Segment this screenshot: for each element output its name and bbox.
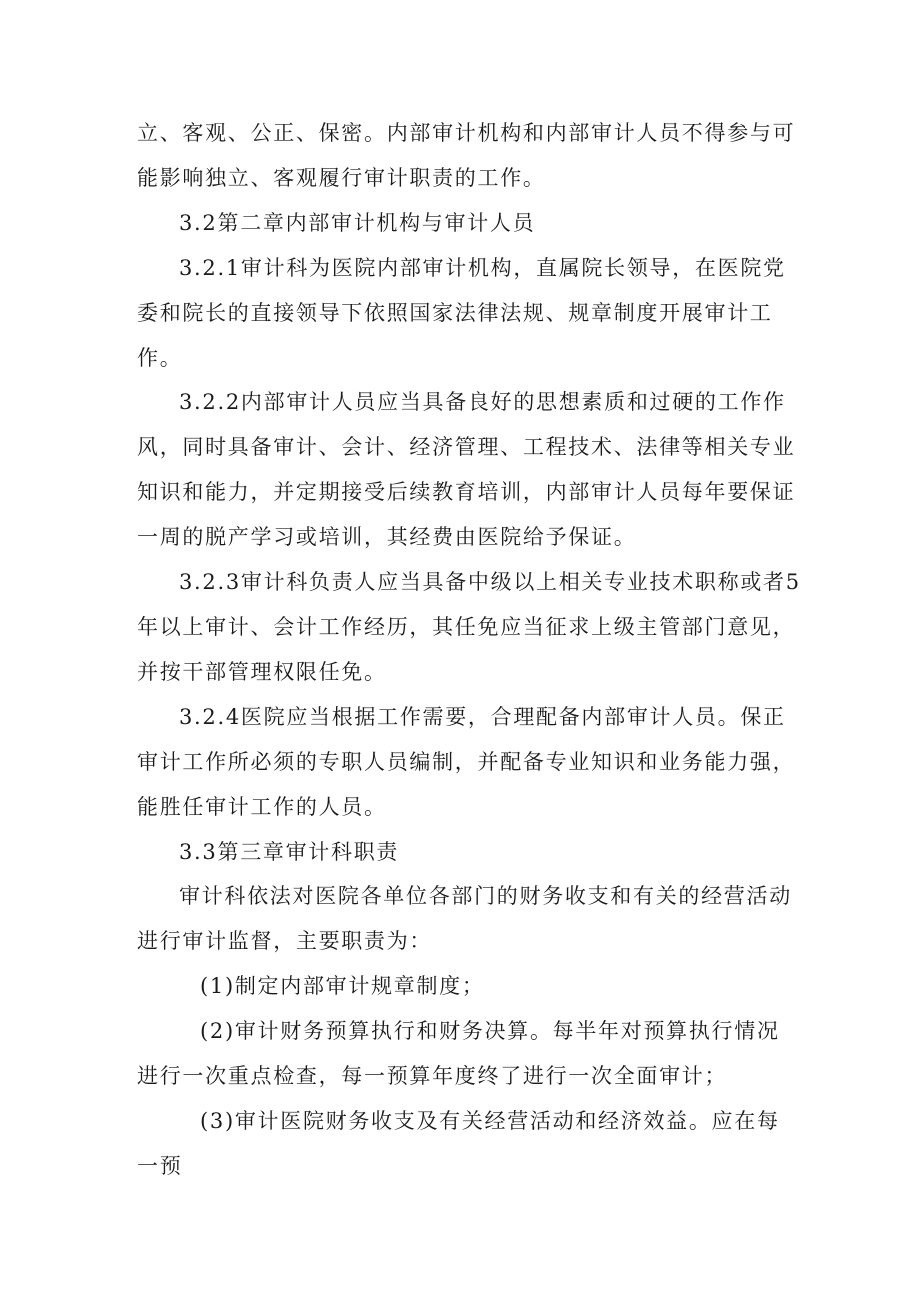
- paragraph-continuation: 立、客观、公正、保密。内部审计机构和内部审计人员不得参与可能影响独立、客观履行审计职责的工作。: [137, 121, 796, 190]
- paragraph-3-2-3: 3.2.3审计科负责人应当具备中级以上相关专业技术职称或者5年以上审计、会计工作经历，其任免应当征求上级主管部门意见，并按干部管理权限任免。: [137, 570, 801, 684]
- section-heading-3-3: 3.3第三章审计科职责: [179, 839, 400, 864]
- list-item-2: (2)审计财务预算执行和财务决算。每半年对预算执行情况进行一次重点检查，每一预算年度终了进行一次全面审计；: [137, 1019, 780, 1089]
- paragraph-3-2-2: 3.2.2内部审计人员应当具备良好的思想素质和过硬的工作作风，同时具备审计、会计、经济管理、工程技术、法律等相关专业知识和能力，并定期接受后续教育培训，内部审计人员每年要保证一周的脱产学习或培训，其经费由医院给予保证。: [137, 390, 796, 550]
- list-item-1: (1)制定内部审计规章制度；: [200, 974, 485, 999]
- paragraph-3-2-1: 3.2.1审计科为医院内部审计机构，直属院长领导，在医院党委和院长的直接领导下依照国家法律法规、规章制度开展审计工作。: [137, 255, 786, 370]
- document-body: [137, 111, 802, 1189]
- list-item-3: (3)审计医院财务收支及有关经营活动和经济效益。应在每一预: [137, 1108, 780, 1178]
- paragraph-duties-intro: 审计科依法对医院各单位各部门的财务收支和有关的经营活动进行审计监督，主要职责为：: [137, 884, 792, 954]
- paragraph-3-2-4: 3.2.4医院应当根据工作需要，合理配备内部审计人员。保正审计工作所必须的专职人员编制，并配备专业知识和业务能力强，能胜任审计工作的人员。: [137, 704, 796, 819]
- section-heading-3-2: 3.2第二章内部审计机构与审计人员: [179, 210, 536, 235]
